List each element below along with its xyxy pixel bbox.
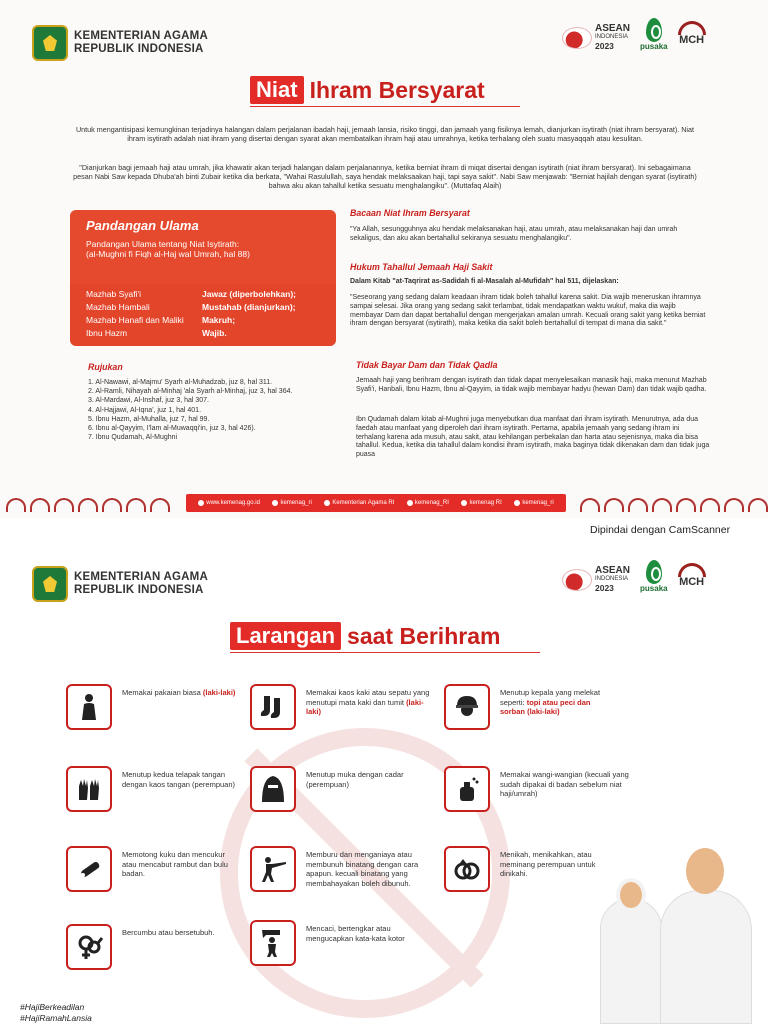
website-link[interactable]: www.kemenag.go.id (198, 500, 260, 506)
arch-ornament-left (6, 498, 170, 512)
mch-arch-icon (678, 21, 706, 35)
asean-mark-icon (562, 27, 592, 49)
mch-arch-icon (678, 563, 706, 577)
mch-logo: MCH (678, 21, 706, 51)
ulama-row: Mazhab Hambali Mustahab (dianjurkan); (86, 302, 296, 312)
page-title (250, 76, 485, 104)
prohibition-item: Bercumbu atau bersetubuh. (66, 924, 236, 970)
ulama-subtitle: Pandangan Ulama tentang Niat Isytirath: (86, 239, 240, 249)
list-item: 1. Al-Nawawi, al-Majmu' Syarh al-Muhadzab, juz 8, hal 311. (88, 379, 273, 386)
arch-ornament-right (580, 498, 768, 512)
prohibition-item: Menutup kepala yang melekat seperti: topi atau peci dan sorban (laki-laki) (444, 684, 614, 730)
hukum-heading: Hukum Tahallul Jemaah Haji Sakit (350, 262, 493, 272)
list-item: 3. Al-Mardawi, Al-Inshaf, juz 3, hal 307. (88, 397, 210, 405)
twitter-icon (407, 500, 413, 506)
perfume-icon (452, 774, 482, 804)
hashtag: #HajiRamahLansia (20, 1013, 92, 1023)
nail-clipper-icon (74, 854, 104, 884)
bacaan-text: "Ya Allah, sesungguhnya aku hendak melaksanakan haji, atau umrah, atau melaksanakan haji dan umrah sekaligus, dan aku akan bertahallul sekiranya sesuatu menghalangiku". (350, 226, 678, 242)
youtube-link[interactable]: kemenag RI (461, 500, 501, 506)
ministry-country: REPUBLIK INDONESIA (74, 584, 204, 596)
partner-logos (562, 18, 706, 51)
asean-logo: ASEAN INDONESIA 2023 (562, 24, 630, 51)
rujukan-list (88, 378, 292, 442)
hukum-intro: Dalam Kitab "at-Taqrirat as-Sadidah fi al-Masalah al-Mufidah" hal 511, dijelaskan: (350, 278, 619, 285)
ulama-panel (70, 210, 336, 346)
list-item: 5. Ibnu Hazm, al-Muhalla, juz 7, hal 99. (88, 415, 210, 423)
title-underline (230, 652, 540, 653)
prohibition-item: Memakai wangi-wangian (kecuali yang sudah dipakai di badan sebelum niat haji/umrah) (444, 766, 634, 812)
male-pilgrim (660, 890, 752, 1024)
gender-icon (74, 932, 104, 962)
prohibition-item: Menikah, menikahkan, atau meminang perempuan untuk dinikahi. (444, 846, 614, 892)
prohibition-item: Menutup muka dengan cadar (perempuan) (250, 766, 430, 812)
hunting-icon (258, 854, 288, 884)
hadith-paragraph: "Dianjurkan bagi jemaah haji atau umrah, jika khawatir akan terjadi halangan dalam perjalanannya, ketika berniat ihram di miqat disertai dengan isytirath (niat ihram bersyarat). Ini sebagaimana pesan Nabi Saw kepada Dhuba'ah binti Zubair ketika dia berkata, "Wahai Rasulullah, saya hendak melaksaakan haji, tapi saya sakit". Nabi Saw menjawab: "Berniat hajilah dengan syarat (isytirath) bahwa aku akan tahallul ketika sesuatu menghalangiku". (Muttafaq Alaih) (73, 163, 697, 191)
hukum-text: "Seseorang yang sedang dalam keadaan ihram tidak boleh tahallul karena sakit. Dia wajib meneruskan ihramnya sampai selesai. Jika orang yang sedang sakit terlambat, tidak mendapatkan waktu wukuf, maka dia wajib membayar Dam dan dapat bertahallul dengan mengerjakan amalan umrah. Kecuali orang sakit yang ketika berniat ihram dengan bersyarat (isytirath), maka ketika dia sakit boleh bertahallul di tempat di mana dia sakit." (350, 294, 706, 328)
list-item: 4. Al-Hajjawi, Al-Iqna', juz 1, hal 401. (88, 406, 202, 414)
tiktok-link[interactable]: kemenag_ri (514, 500, 553, 506)
kemenag-emblem-icon (32, 25, 68, 61)
facebook-link[interactable]: Kementerian Agama RI (324, 500, 394, 506)
prohibition-item: Memakai kaos kaki atau sepatu yang menutupi mata kaki dan tumit (laki-laki) (250, 684, 430, 730)
dam-text-1: Jemaah haji yang berihram dengan isytirath dan tidak dapat menyelesaikan manasik haji, maka menurut Mazhab Syafi'i, Hanbali, Ibnu Hazm, Ibnu al-Qayyim, ia tidak wajib membayar hadyu (hewan Dam) dan tidak wajib qadha. (356, 377, 707, 393)
scanner-watermark: Dipindai dengan CamScanner (590, 524, 731, 536)
rings-icon (452, 854, 482, 884)
prohibition-item: Memakai pakaian biasa (laki-laki) (66, 684, 236, 730)
social-footer (186, 494, 566, 512)
female-pilgrim (600, 898, 662, 1024)
list-item: 2. Al-Ramli, Nihayah al-Minhaj 'ala Syarh al-Minhaj, juz 3, hal 364. (88, 388, 293, 396)
prohibition-item: Menutup kedua telapak tangan dengan kaos tangan (perempuan) (66, 766, 236, 812)
head-cover-icon (452, 692, 482, 722)
mch-logo: MCH (678, 563, 706, 593)
list-item: 7. Ibnu Qudamah, Al-Mughni (88, 434, 178, 442)
bacaan-heading: Bacaan Niat Ihram Bersyarat (350, 208, 470, 218)
tiktok-icon (514, 500, 520, 506)
ulama-title: Pandangan Ulama (86, 218, 199, 233)
rujukan-heading: Rujukan (88, 362, 123, 372)
instagram-icon (272, 500, 278, 506)
prohibition-item: Memburu dan menganiaya atau membunuh binatang dengan cara apapun. kecuali binatang yang membahayakan boleh dibunuh. (250, 846, 440, 892)
female-pilgrim-face (616, 878, 646, 912)
gloves-icon (74, 774, 104, 804)
pusaka-drop-icon (646, 560, 662, 584)
ministry-name: KEMENTERIAN AGAMA (74, 30, 208, 42)
male-pilgrim-face (686, 848, 724, 894)
hashtag: #HajiBerkeadilan (20, 1002, 85, 1012)
socks-icon (258, 692, 288, 722)
ministry-name: KEMENTERIAN AGAMA (74, 571, 208, 583)
clothing-icon (74, 692, 104, 722)
intro-paragraph: Untuk mengantisipasi kemungkinan terjadinya halangan dalam perjalanan ibadah haji, jemaah lansia, risiko tinggi, dan jamaah yang fisiknya lemah, dianjurkan isytirath (niat ihram bersyarat). Niat ihram isytirath adalah niat ihram yang disertai dengan syarat akan membatalkan ihram haji atau umrahnya, ketika terhalang oleh suatu masyaqqah atau kesulitan. (75, 125, 695, 144)
ministry-logo (32, 566, 208, 602)
title-highlight: Niat (250, 76, 304, 104)
ulama-source: (al-Mughni fi Fiqh al-Haj wal Umrah, hal 88) (86, 249, 250, 259)
youtube-icon (461, 500, 467, 506)
pilgrims-illustration (598, 848, 758, 1024)
asean-mark-icon (562, 569, 592, 591)
poster-larangan-ihram (0, 548, 768, 1024)
kemenag-emblem-icon (32, 566, 68, 602)
instagram-link[interactable]: kemenag_ri (272, 500, 311, 506)
partner-logos (562, 560, 706, 593)
title-text: saat Berihram (347, 622, 501, 649)
pusaka-logo: pusaka (640, 18, 668, 51)
twitter-link[interactable]: kemenag_RI (407, 500, 449, 506)
ministry-logo (32, 25, 208, 61)
ulama-row: Ibnu Hazm Wajib. (86, 328, 227, 338)
dam-heading: Tidak Bayar Dam dan Tidak Qadla (356, 360, 498, 370)
ulama-row: Mazhab Hanafi dan Maliki Makruh; (86, 315, 236, 325)
title-highlight: Larangan (230, 622, 341, 650)
arguing-icon (258, 928, 288, 958)
face-veil-icon (258, 774, 288, 804)
asean-logo: ASEAN INDONESIA 2023 (562, 566, 630, 593)
pusaka-drop-icon (646, 18, 662, 42)
prohibition-item: Mencaci, bertengkar atau mengucapkan kata-kata kotor (250, 920, 430, 966)
list-item: 6. Ibnu al-Qayyim, I'lam al-Muwaqqi'in, juz 3, hal 426). (88, 425, 256, 433)
page-title (230, 622, 500, 650)
hashtags (20, 1002, 92, 1024)
prohibition-item: Memotong kuku dan mencukur atau mencabut rambut dan bulu badan. (66, 846, 236, 892)
title-underline (250, 106, 520, 107)
dam-text-2: Ibn Qudamah dalam kitab al-Mughni juga menyebutkan dua manfaat dari ihram isytirath. Menurutnya, ada dua faedah atau manfaat yang diperoleh dari ihram isytirath. Pertama, apabila jemaah yang sedang ihram ini terhalang karena ada musuh, atau sakit, atau kehilangan perbekalan dan harta atau sejenisnya, maka dia bisa tahallul. Kedua, ketika dia tahallul dalam kondisi ihram isytirath, maka baginya tidak dikenakan dam dan tidak juga puasa (356, 416, 710, 459)
facebook-icon (324, 500, 330, 506)
ministry-country: REPUBLIK INDONESIA (74, 43, 204, 55)
ulama-row: Mazhab Syafi'i Jawaz (diperbolehkan); (86, 289, 296, 299)
globe-icon (198, 500, 204, 506)
pusaka-logo: pusaka (640, 560, 668, 593)
title-text: Ihram Bersyarat (309, 76, 485, 103)
